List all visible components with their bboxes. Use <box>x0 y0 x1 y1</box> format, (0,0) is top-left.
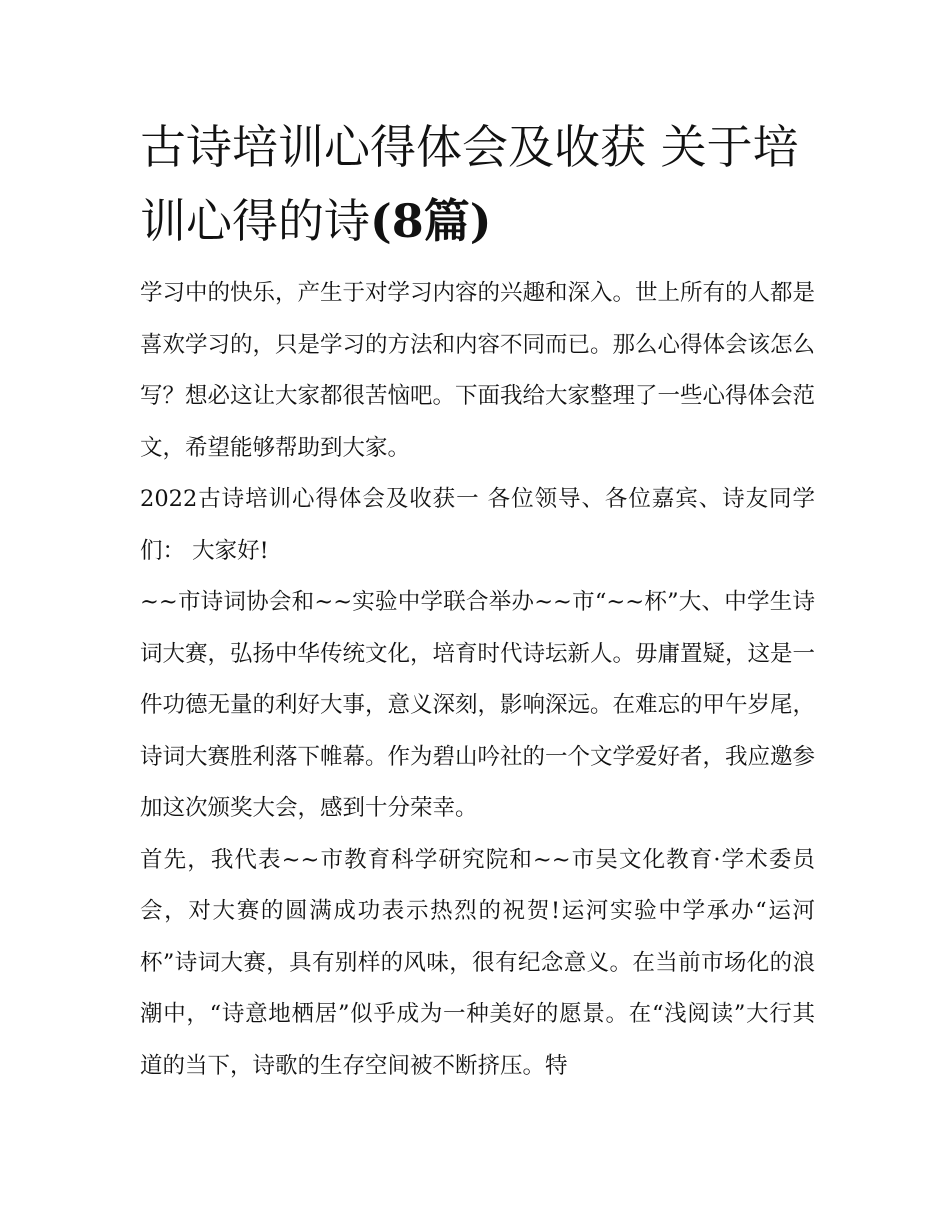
paragraph-heading-greeting: 2022古诗培训心得体会及收获一 各位领导、各位嘉宾、诗友同学们： 大家好! <box>140 486 815 564</box>
paragraph-intro: 学习中的快乐，产生于对学习内容的兴趣和深入。世上所有的人都是喜欢学习的，只是学习的方法和内容不同而已。那么心得体会该怎么写？想必这让大家都很苦恼吧。下面我给大家整理了一些心得体会范文，希望能够帮助到大家。 <box>140 280 816 461</box>
title-suffix-text: (8篇) <box>370 194 492 248</box>
paragraph-event: ~~市诗词协会和~~实验中学联合举办~~市“~~杯”大、中学生诗词大赛，弘扬中华传统文化，培育时代诗坛新人。毋庸置疑，这是一件功德无量的利好大事，意义深刻，影响深远。在难忘的甲午岁尾，诗词大赛胜利落下帷幕。作为碧山吟社的一个文学爱好者，我应邀参加这次颁奖大会，感到十分荣幸。 <box>140 589 816 821</box>
title-main-text: 古诗培训心得体会及收获 关于培训心得的诗 <box>140 120 799 248</box>
document-body <box>140 110 815 1092</box>
document-title <box>140 110 815 258</box>
paragraph-congratulations: 首先，我代表~~市教育科学研究院和~~市吴文化教育·学术委员会，对大赛的圆满成功表示热烈的祝贺!运河实验中学承办“运河杯”诗词大赛，具有别样的风味，很有纪念意义。在当前市场化的浪潮中，“诗意地栖居”似乎成为一种美好的愿景。在“浅阅读”大行其道的当下，诗歌的生存空间被不断挤压。特 <box>140 846 815 1079</box>
